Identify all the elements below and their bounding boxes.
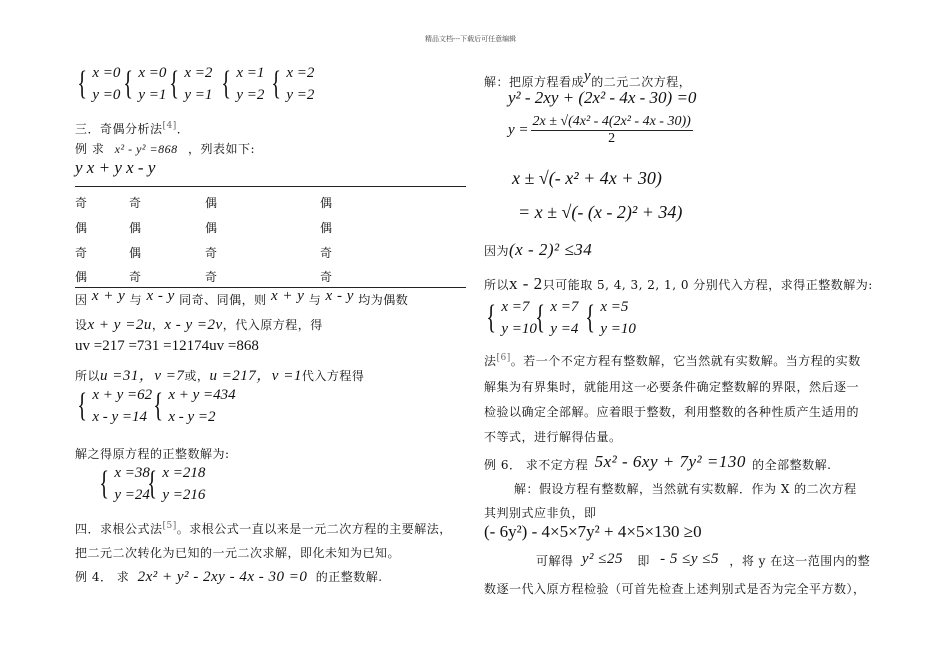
equation-4: = x ± √(- (x - 2)² + 34) (518, 202, 683, 222)
section-4-text: 把二元二次转化为已知的一元二次求解，即化未知为已知。 (75, 546, 401, 560)
bound-line: 可解得 y² ≤25 即 - 5 ≤y ≤5 ，将 y 在这一范围内的整 (536, 551, 871, 568)
so-line: 所以u =31，v =7或，u =217，v =1代入方程得 (75, 368, 365, 384)
example-3: 例 求 x² - y² =868 ，列表如下: (75, 142, 255, 156)
example-4: 例 4． 求 2x² + y² - 2xy - 4x - 30 =0 的正整数解. (75, 569, 383, 585)
discriminant-inequality: (- 6y²) - 4×5×7y² + 4×5×130 ≥0 (484, 522, 702, 541)
system-solution-1: { x =38 y =24 (99, 465, 150, 503)
because-line: 因 x + y 与 x - y 同奇、同偶，则 x + y 与 x - y 均为偶数 (75, 288, 409, 307)
parity-table-header: y x + y x - y (75, 158, 156, 177)
system-right-2: { x =7 y =4 (535, 299, 579, 337)
section-5-line-1: 法[6]。若一个不定方程有整数解，它当然就有实数解。当方程的实数 (484, 353, 861, 368)
solution-6-line-2: 其判别式应非负，即 (484, 506, 597, 520)
page-header: 精品文档---下载后可任意编辑 (425, 35, 517, 43)
system-solution-2: { x =218 y =216 (147, 465, 206, 503)
last-line: 数逐一代入原方程检验（可首先检查上述判别式是否为完全平方数）， (484, 582, 866, 596)
section-5-line-2: 解集为有界集时，就能用这一必要条件确定整数解的界限，然后逐一 (484, 380, 860, 394)
system-mid-1: { x + y =62 x - y =14 (77, 387, 153, 425)
section-4-title: 四．求根公式法[5]。求根公式一直以来是一元二次方程的主要解法， (75, 521, 452, 536)
system-top-4: { x =1 y =2 (221, 65, 265, 103)
equation-3: x ± √(- x² + 4x + 30) (512, 168, 662, 188)
solution-intro: 解：把原方程看成y的二元二次方程， (484, 68, 692, 89)
equation-2: y = $\frac{\text{2x ± √(4x² - 4(2x² - 4x - 30))}}{2}$ (508, 114, 691, 146)
system-top-1: { x =0 y =0 (77, 65, 121, 103)
because-right: 因为(x - 2)² ≤34 (484, 240, 593, 259)
section-3-title: 三．奇偶分析法[4]． (75, 121, 190, 136)
system-right-1: { x =7 y =10 (486, 299, 537, 337)
section-5-line-3: 检验以确定全部解。应着眼于整数，利用整数的各种性质产生适用的 (484, 405, 860, 419)
system-top-5: { x =2 y =2 (271, 65, 315, 103)
so-right: 所以x - 2只可能取 5, 4, 3, 2, 1, 0 分别代入方程，求得正整数解为: (484, 274, 873, 293)
solve-text: 解之得原方程的正整数解为: (75, 447, 230, 461)
equation-1: y² - 2xy + (2x² - 4x - 30) =0 (508, 88, 697, 107)
solution-6-line-1: 解：假设方程有整数解，当然就有实数解．作为 X 的二次方程 (514, 482, 857, 496)
system-mid-2: { x + y =434 x - y =2 (153, 387, 236, 425)
system-top-3: { x =2 y =1 (169, 65, 213, 103)
example-6: 例 6． 求不定方程 5x² - 6xy + 7y² =130 的全部整数解. (484, 452, 832, 472)
section-5-line-4: 不等式，进行解得估量。 (484, 430, 622, 444)
uv-line: uv =217 =731 =12174uv =868 (75, 338, 259, 354)
system-top-2: { x =0 y =1 (123, 65, 167, 103)
table-top-rule (75, 186, 466, 187)
system-right-3: { x =5 y =10 (585, 299, 636, 337)
set-line: 设x + y =2u，x - y =2v，代入原方程，得 (75, 317, 323, 333)
